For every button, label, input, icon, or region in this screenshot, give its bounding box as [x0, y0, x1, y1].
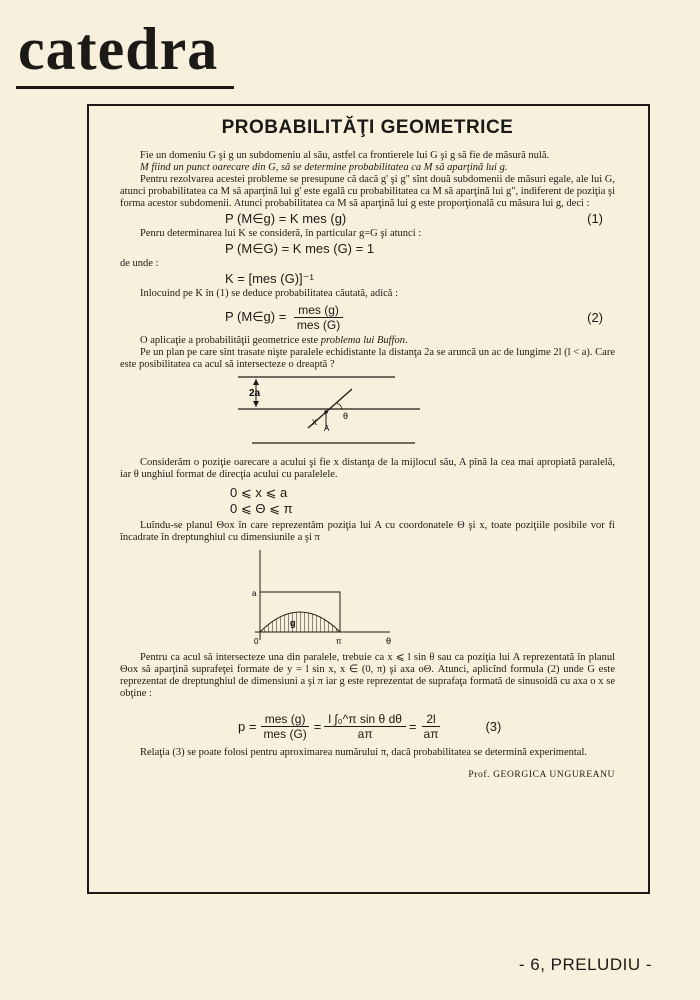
- paragraph-problem: M fiind un punct oarecare din G, să se determine probabilitatea ca M să aparţină lui g.: [140, 162, 508, 173]
- formula-1-expr: P (M∈g) = K mes (g): [225, 211, 347, 226]
- article-title: PROBABILITĂŢI GEOMETRICE: [221, 117, 514, 138]
- arrow-head-up: [253, 379, 259, 385]
- formula-2-expr: P (M∈G) = K mes (G) = 1: [225, 241, 375, 256]
- sinusoid-area-g: [260, 612, 340, 632]
- inequality-theta: 0 ⩽ Θ ⩽ π: [230, 501, 293, 516]
- paragraph-9: Considerăm o poziţie oarecare a acului şi fie x distanţa de la mijlocul său, A pînă la cea mai apropiată paralelă, iar θ unghiul format de direcţia acului cu paralelele.: [120, 457, 615, 480]
- label-theta: θ: [343, 411, 349, 421]
- final-fraction-2: [324, 712, 406, 741]
- final-fraction-3: [420, 712, 443, 741]
- paragraph-4: Penru determinarea lui K se consideră, în particular g=G şi atunci :: [140, 228, 422, 239]
- final-fraction-1: [259, 712, 310, 741]
- final-numerator-1: mes (g): [261, 712, 310, 727]
- formula-4-lhs: P (M∈g) =: [225, 308, 287, 324]
- final-equals-2: =: [408, 718, 417, 734]
- formula-4-number: (2): [587, 309, 603, 325]
- paragraph-3: Pentru rezolvarea acestei probleme se presupune că dacă g' şi g" sînt două subdomenii de măsuri egale, ale lui G, atunci probabilitatea ca M să aparţină lui g' este egală cu probabilitatea ca M să aparţină lui g", indiferent de poziţia şi forma acestor subdomenii. Atunci probabilitatea ca M să aparţină lui g este proporţională cu măsura lui g, deci :: [120, 174, 615, 209]
- formula-3-final: [120, 712, 615, 741]
- formula-1: [120, 213, 615, 225]
- label-2a: 2a: [249, 388, 261, 399]
- formula-4-expr: [225, 303, 347, 332]
- buffon-problem-term: problema lui Buffon: [320, 335, 405, 346]
- formula-2: [120, 243, 615, 255]
- inequality-x: 0 ⩽ x ⩽ a: [230, 485, 288, 500]
- label-g: g: [290, 618, 296, 628]
- paragraph-1: Fie un domeniu G şi g un subdomeniu al său, astfel ca frontierele lui G şi g să fie de măsură nulă.: [140, 150, 550, 161]
- paragraph-8: Pe un plan pe care sînt trasate nişte paralele echidistante la distanţa 2a se aruncă un ac de lungime 2l (l < a). Care este posibilitatea ca acul să intersecteze o dreaptă ?: [120, 347, 615, 370]
- label-a: a: [252, 589, 257, 598]
- angle-arc: [336, 403, 342, 409]
- formula-3: [120, 273, 615, 285]
- formula-4-numerator: mes (g): [294, 303, 343, 318]
- label-origin: 0: [254, 637, 259, 646]
- paragraph-10: Luîndu-se planul Θox în care reprezentăm poziţia lui A cu coordonatele Θ şi x, toate poziţiile posibile vor fi încadrate în dreptunghiul cu dimensiunile a şi π: [120, 520, 615, 543]
- author-signature: Prof. GEORGICA UNGUREANU: [468, 770, 615, 780]
- paragraph-7-end: .: [404, 335, 408, 346]
- paragraph-12: Relaţia (3) se poate folosi pentru aproximarea numărului π, dacă probabilitatea se determină experimental.: [140, 747, 587, 758]
- needle-midpoint-a: [324, 410, 328, 414]
- label-pi: π: [336, 637, 342, 646]
- formula-1-number: (1): [587, 211, 603, 226]
- paragraph-6: Inlocuind pe K în (1) se deduce probabilitatea căutată, adică :: [140, 288, 399, 299]
- paragraph-5: de unde :: [120, 258, 159, 269]
- paragraph-7: [120, 335, 615, 347]
- final-numerator-3: 2l: [422, 712, 439, 727]
- paragraph-7-text: O aplicaţie a probabilităţii geometrice este: [140, 335, 321, 346]
- arrow-head-down: [253, 401, 259, 407]
- formula-4-fraction: [293, 303, 344, 332]
- formula-4: [120, 303, 615, 332]
- sinusoid-figure: [120, 544, 615, 648]
- final-denominator-3: aπ: [423, 727, 439, 741]
- label-x: x: [312, 417, 317, 428]
- label-a-point: A: [324, 424, 330, 433]
- formula-3-expr: K = [mes (G)]⁻¹: [225, 271, 314, 286]
- final-equals-1: =: [313, 718, 322, 734]
- final-denominator-2: aπ: [357, 727, 373, 741]
- masthead-title: catedra: [18, 16, 219, 82]
- formula-4-denominator: mes (G): [296, 318, 341, 332]
- final-numerator-2: l ∫₀^π sin θ dθ: [324, 712, 406, 727]
- final-denominator-1: mes (G): [263, 727, 307, 741]
- needle-figure: [120, 371, 615, 453]
- label-theta-axis: θ: [386, 636, 392, 646]
- article-body: [120, 117, 615, 781]
- final-number: (3): [485, 718, 502, 734]
- final-p: p =: [238, 718, 257, 734]
- paragraph-11: Pentru ca acul să intersecteze una din paralele, trebuie ca x ⩽ l sin θ sau ca poziţia lui A reprezentată în planul Θox să aparţină suprafeţei formate de y = l sin x, x ∈ (0, π) şi axa oΘ. Atunci, aplicînd formula (2) unde G este reprezentat de dreptunghiul de dimensiuni a şi π iar g este reprezentat de suprafaţa formată de sinusoidă cu axa o x se obţine :: [120, 652, 615, 699]
- masthead-rule: [16, 86, 234, 89]
- page-footer: - 6, PRELUDIU -: [518, 955, 652, 974]
